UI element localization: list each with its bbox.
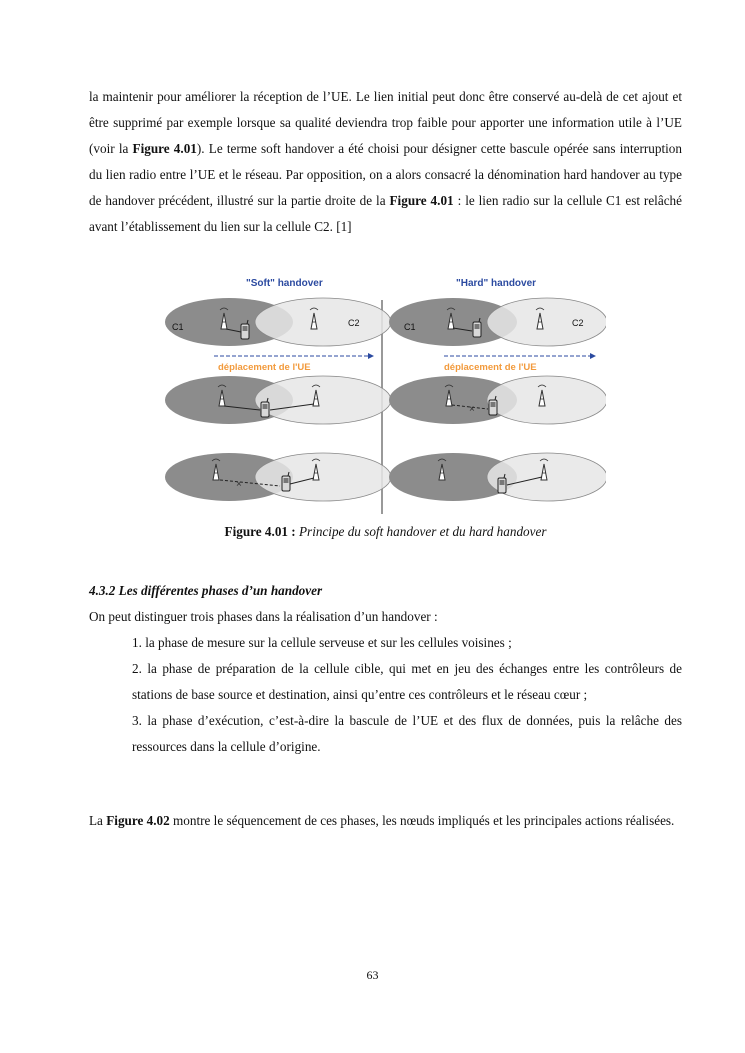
cell-c2 [487,298,606,346]
paragraph-text: : le lien radio sur la cellule C1 est relâché avant l’établissement du lien sur la cellule C2. [1] [89,193,682,234]
cell-c2-label: C2 [572,318,584,328]
cell-c2 [255,376,391,424]
paragraph-text: La [89,813,107,828]
figure-reference: Figure 4.01 [132,141,197,156]
handover-diagram [158,274,606,518]
closing-paragraph [89,808,682,834]
caption-label: Figure 4.01 : [224,524,296,539]
movement-label: déplacement de l'UE [218,362,311,373]
handover-figure [158,274,606,518]
figure-reference: Figure 4.01 [389,193,454,208]
section-phases [89,578,682,760]
cell-c1-label: C1 [404,322,416,332]
caption-text: Principe du soft handover et du hard handover [299,524,547,539]
list-item: 1. la phase de mesure sur la cellule serveuse et sur les cellules voisines ; [132,635,512,650]
movement-label: déplacement de l'UE [444,362,537,373]
paragraph-text: montre le séquencement de ces phases, les nœuds impliqués et les principales actions réalisées. [169,813,675,828]
figure-caption [89,524,682,540]
soft-handover-title: "Soft" handover [246,278,323,289]
arrow-head-icon [368,353,374,359]
cell-c1-label: C1 [172,322,184,332]
section-intro: On peut distinguer trois phases dans la réalisation d’un handover : [89,609,438,624]
figure-reference: Figure 4.02 [106,813,170,828]
cut-mark-icon: × [236,479,242,490]
cell-c2 [255,453,391,501]
paragraph-text: ). Le terme soft handover a été choisi pour désigner cette bascule opérée sans interruption du lien radio entre l’UE et le réseau. Par opposition, on a alors consacré la dénomination hard handover au type de handover précédent, illustré sur la partie droite de la [89,141,682,208]
list-item: 3. la phase d’exécution, c’est-à-dire la bascule de l’UE et des flux de données, puis la relâche des ressources dans la cellule d’origine. [132,713,682,754]
arrow-head-icon [590,353,596,359]
list-item: 2. la phase de préparation de la cellule cible, qui met en jeu des échanges entre les contrôleurs de stations de base source et destination, ainsi qu’entre ces contrôleurs et le réseau cœur ; [132,661,682,702]
cell-c2-label: C2 [348,318,360,328]
cell-c2 [487,376,606,424]
body-paragraph [89,84,682,240]
hard-handover-title: "Hard" handover [456,278,537,289]
cut-mark-icon: × [469,404,475,415]
cell-c2 [255,298,391,346]
phase-list [89,630,682,760]
section-heading: 4.3.2 Les différentes phases d’un handover [89,583,323,598]
paragraph-text: la maintenir pour améliorer la réception de l’UE. Le lien initial peut donc être conservé au-delà de cet ajout et être supprimé par exemple lorsque sa qualité deviendra trop faible pour apporter une information utile à l’UE (voir la [89,89,682,156]
page-number: 63 [366,968,379,982]
